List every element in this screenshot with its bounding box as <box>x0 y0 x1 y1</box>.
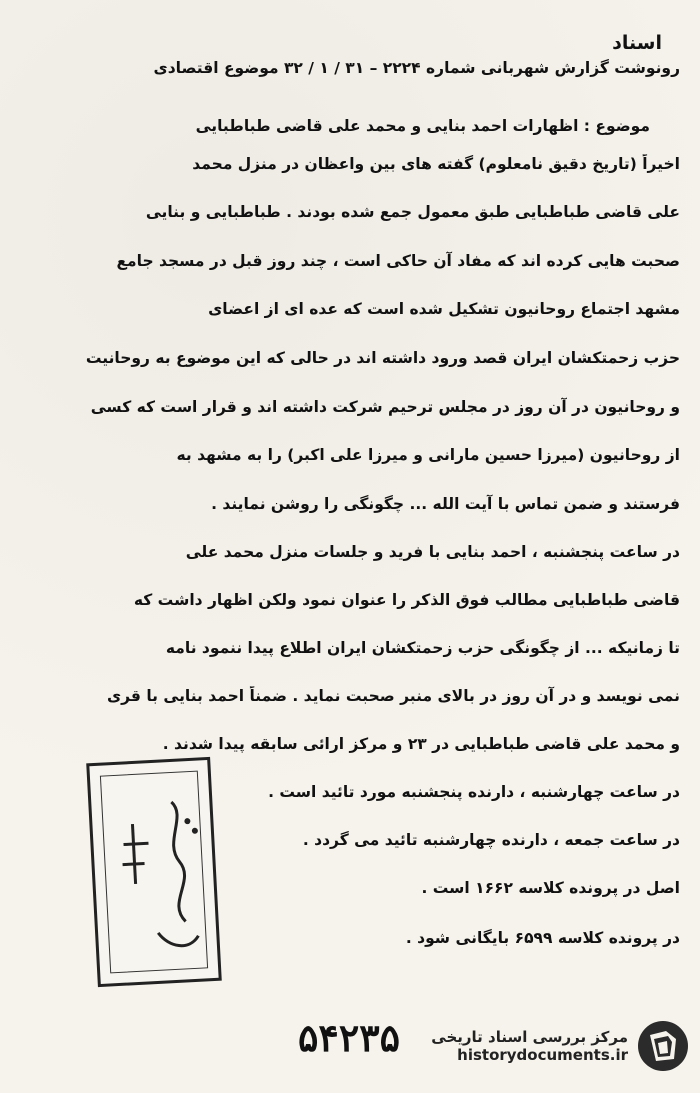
document-line: نمی نویسد و در آن روز در بالای منبر صحبت نماید . ضمناً احمد بنایی با قری <box>106 687 680 705</box>
document-line: و محمد علی قاضی طباطبایی در ۲۳ و مرکز ارائی سابقه پیدا شدند . <box>162 735 680 753</box>
watermark-site: historydocuments.ir <box>457 1046 628 1064</box>
handwritten-stamp-box <box>86 757 222 987</box>
document-line: اخیراً (تاریخ دقیق نامعلوم) گفته های بین واعظان در منزل محمد <box>192 155 680 173</box>
document-line: حزب زحمتکشان ایران قصد ورود داشته اند در حالی که این موضوع به روحانیت <box>85 349 680 367</box>
document-line: در ساعت چهارشنبه ، دارنده پنجشنبه مورد تائید است . <box>268 783 680 801</box>
archive-logo-icon <box>636 1019 690 1073</box>
document-line: فرستند و ضمن تماس با آیت الله ... چگونگی را روشن نمایند . <box>211 495 680 513</box>
stamp-scribble-icon <box>89 760 218 984</box>
document-line: موضوع : اظهارات احمد بنایی و محمد علی قاضی طباطبایی <box>195 117 650 135</box>
document-line: اصل در پرونده کلاسه ۱۶۶۲ است . <box>421 879 680 897</box>
document-line: و روحانیون در آن روز در مجلس ترحیم شرکت داشته اند و قرار است که کسی <box>90 398 680 416</box>
watermark-org-name: مرکز بررسی اسناد تاریخی <box>431 1028 628 1046</box>
document-line: از روحانیون (میرزا حسین مارانی و میرزا علی اکبر) را به مشهد به <box>176 446 680 464</box>
document-line: در ساعت جمعه ، دارنده چهارشنبه تائید می گردد . <box>302 831 680 849</box>
document-line: رونوشت گزارش شهربانی شماره ۲۲۲۴ – ۳۱ / ۱ / ۳۲ موضوع اقتصادی <box>153 59 680 77</box>
document-line: مشهد اجتماع روحانیون تشکیل شده است که عده ای از اعضای <box>208 300 680 318</box>
document-line: در پرونده کلاسه ۶۵۹۹ بایگانی شود . <box>405 929 680 947</box>
document-line: تا زمانیکه ... از چگونگی حزب زحمتکشان ایران اطلاع پیدا ننمود نامه <box>165 639 680 657</box>
document-line: قاضی طباطبایی مطالب فوق الذکر را عنوان نمود ولکن اظهار داشت که <box>133 591 680 609</box>
header-title: اسناد <box>612 32 662 54</box>
page-number: ۵۴۲۳۵ <box>298 1015 401 1060</box>
document-line: صحبت هایی کرده اند که مفاد آن حاکی است ، چند روز قبل در مسجد جامع <box>116 252 680 270</box>
document-line: در ساعت پنجشنبه ، احمد بنایی با فرید و جلسات منزل محمد علی <box>185 543 680 561</box>
document-line: علی قاضی طباطبایی طبق معمول جمع شده بودند . طباطبایی و بنایی <box>145 203 680 221</box>
watermark <box>380 1009 690 1083</box>
